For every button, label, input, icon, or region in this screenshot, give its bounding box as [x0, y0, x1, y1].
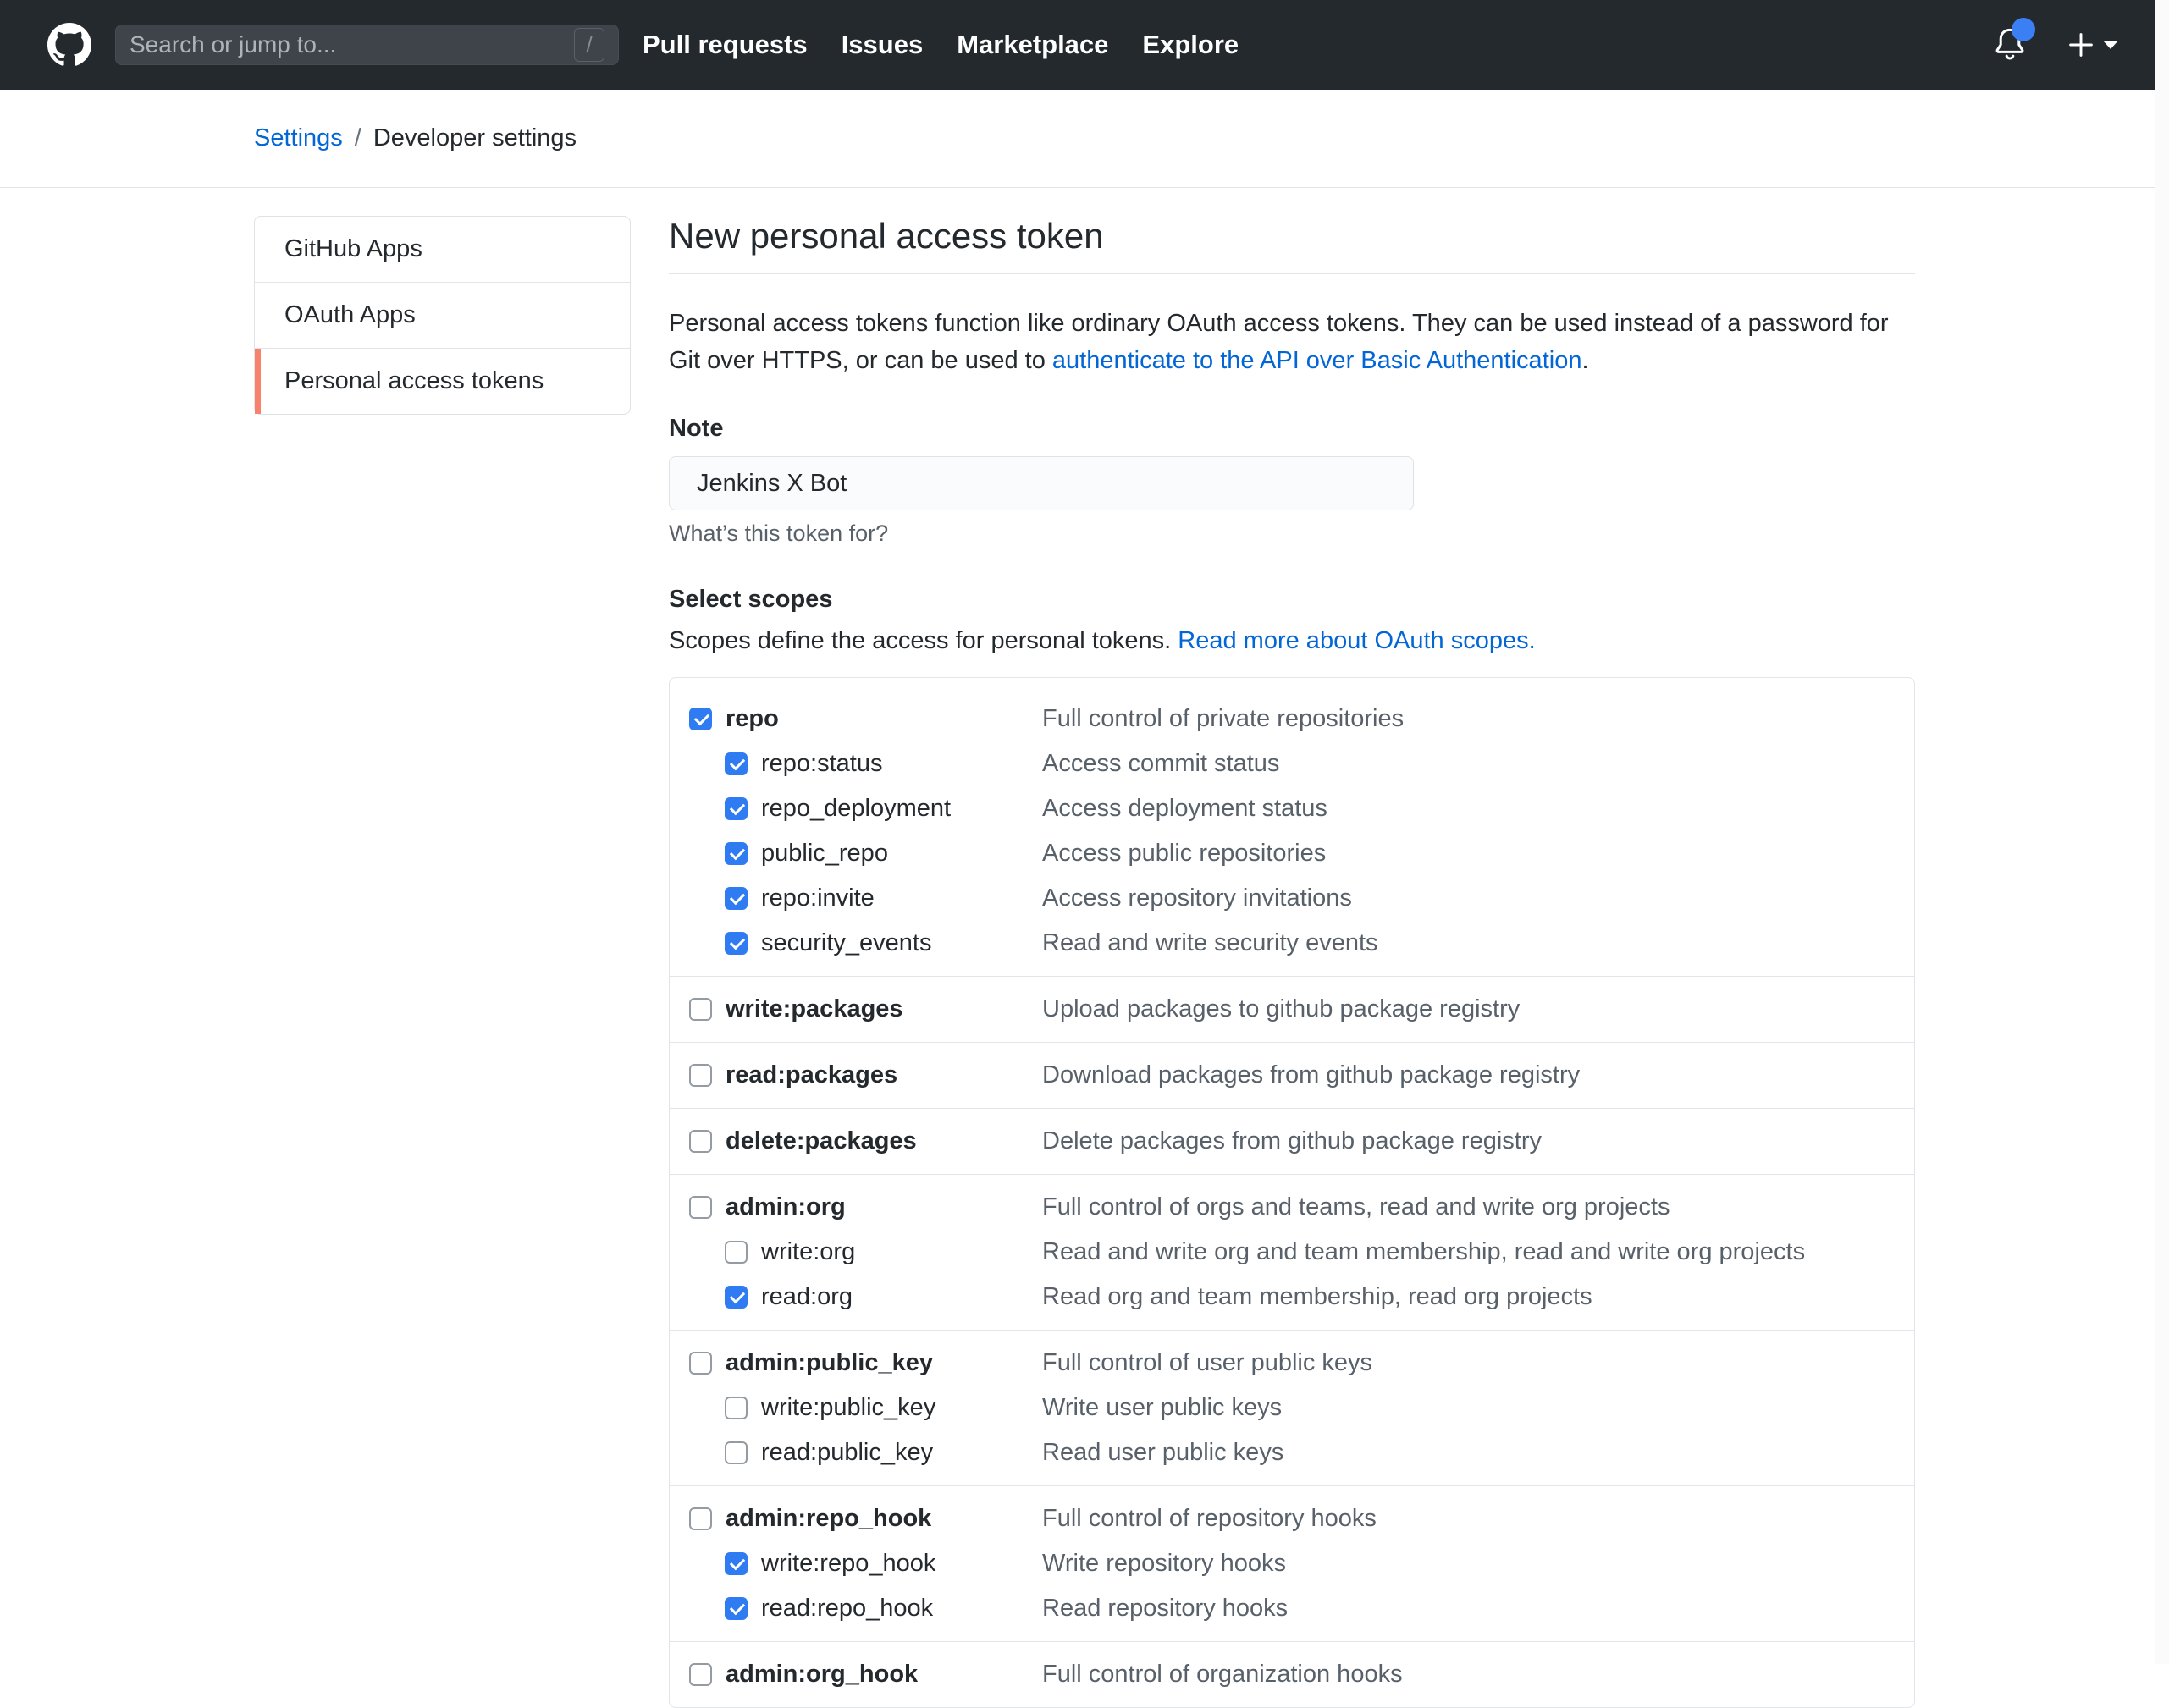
search-box	[115, 25, 619, 65]
scope-name: repo	[726, 705, 779, 732]
breadcrumb-separator: /	[354, 124, 362, 152]
scope-checkbox[interactable]	[725, 752, 748, 775]
caret-down-icon	[2103, 41, 2118, 49]
scope-name: read:public_key	[761, 1439, 934, 1466]
scope-row-delete-packages	[670, 1119, 1914, 1164]
scope-name: repo:status	[761, 750, 883, 777]
scope-name: write:org	[761, 1238, 856, 1265]
scope-row-write-packages	[670, 987, 1914, 1032]
scope-row-write-repo-hook	[670, 1541, 1914, 1586]
top-nav	[643, 30, 1239, 60]
settings-sidebar	[254, 216, 631, 415]
scopes-description-text: Scopes define the access for personal tokens.	[669, 627, 1178, 654]
scope-checkbox[interactable]	[689, 1130, 712, 1153]
notifications-button[interactable]	[1990, 25, 2030, 65]
scope-description: Read and write org and team membership, read and write org projects	[1042, 1238, 1806, 1265]
sidebar-item-github-apps[interactable]: GitHub Apps	[284, 235, 422, 262]
scope-description: Read org and team membership, read org projects	[1042, 1283, 1592, 1310]
scope-checkbox[interactable]	[689, 1663, 712, 1686]
intro-paragraph	[669, 305, 1915, 379]
scope-description: Delete packages from github package registry	[1042, 1127, 1542, 1154]
scope-checkbox[interactable]	[689, 1507, 712, 1530]
page-title: New personal access token	[669, 216, 1915, 274]
scope-checkbox[interactable]	[725, 887, 748, 910]
scope-description: Access deployment status	[1042, 795, 1327, 822]
breadcrumb-settings-link[interactable]: Settings	[254, 124, 343, 152]
create-new-dropdown[interactable]	[2066, 30, 2118, 60]
scope-row-repo-invite	[670, 876, 1914, 921]
scopes-table	[669, 677, 1915, 1708]
slash-key-hint: /	[574, 28, 604, 62]
breadcrumb	[0, 90, 2169, 188]
plus-icon	[2066, 30, 2096, 60]
nav-item-marketplace[interactable]: Marketplace	[957, 30, 1109, 59]
intro-text: Personal access tokens function like ordinary OAuth access tokens. They can be used instead of a password for Git over HTTPS, or can be used to	[669, 310, 1889, 374]
scope-name: admin:org_hook	[726, 1661, 919, 1688]
scope-name: admin:repo_hook	[726, 1505, 932, 1532]
scope-name: read:packages	[726, 1061, 898, 1088]
scope-row-security-events	[670, 921, 1914, 966]
header-right	[1990, 25, 2118, 65]
scope-checkbox[interactable]	[725, 797, 748, 820]
scope-name: read:repo_hook	[761, 1595, 934, 1622]
scope-row-read-packages	[670, 1053, 1914, 1098]
scope-group	[670, 1485, 1914, 1641]
scope-description: Access repository invitations	[1042, 884, 1352, 912]
scope-description: Access commit status	[1042, 750, 1280, 777]
github-logo-icon[interactable]	[47, 23, 91, 67]
scope-checkbox[interactable]	[725, 932, 748, 955]
basic-auth-link[interactable]: authenticate to the API over Basic Authentication	[1051, 347, 1582, 374]
scope-name: repo:invite	[761, 884, 875, 912]
nav-item-pull-requests[interactable]: Pull requests	[643, 30, 808, 59]
content	[0, 188, 2169, 1708]
nav-item-issues[interactable]: Issues	[841, 30, 924, 59]
scope-group	[670, 1330, 1914, 1485]
scope-checkbox[interactable]	[689, 1352, 712, 1375]
search-input[interactable]	[130, 31, 604, 58]
note-input[interactable]	[669, 456, 1414, 510]
scope-checkbox[interactable]	[689, 1196, 712, 1219]
select-scopes-label: Select scopes	[669, 586, 833, 613]
scope-row-repo-status	[670, 741, 1914, 786]
scope-description: Read repository hooks	[1042, 1595, 1289, 1622]
sidebar-item-oauth-apps[interactable]: OAuth Apps	[255, 282, 630, 348]
unread-notification-dot	[2012, 18, 2035, 41]
scope-name: public_repo	[761, 840, 888, 867]
scope-group	[670, 1108, 1914, 1174]
scope-name: delete:packages	[726, 1127, 917, 1154]
scope-description: Full control of orgs and teams, read and write org projects	[1042, 1193, 1670, 1220]
scope-description: Full control of private repositories	[1042, 705, 1405, 732]
scope-name: admin:org	[726, 1193, 846, 1220]
scope-checkbox[interactable]	[725, 842, 748, 865]
scope-checkbox[interactable]	[725, 1241, 748, 1264]
scope-group	[670, 1042, 1914, 1108]
scope-group	[670, 976, 1914, 1042]
scope-checkbox[interactable]	[725, 1441, 748, 1464]
scope-description: Read and write security events	[1042, 929, 1378, 956]
top-header	[0, 0, 2169, 90]
scope-description: Download packages from github package registry	[1042, 1061, 1581, 1088]
scope-group	[670, 678, 1914, 976]
note-help-text: What’s this token for?	[669, 521, 889, 546]
scope-name: read:org	[761, 1283, 853, 1310]
scope-row-admin-repo-hook	[670, 1496, 1914, 1541]
sidebar-item-personal-access-tokens[interactable]: Personal access tokens	[255, 348, 630, 414]
scope-description: Upload packages to github package registry	[1042, 995, 1521, 1022]
scope-checkbox[interactable]	[689, 998, 712, 1021]
scope-name: admin:public_key	[726, 1349, 933, 1376]
scope-name: write:repo_hook	[761, 1550, 936, 1577]
scope-description: Write user public keys	[1042, 1394, 1283, 1421]
scope-name: security_events	[761, 929, 932, 956]
note-label: Note	[669, 415, 724, 442]
scope-checkbox[interactable]	[725, 1597, 748, 1620]
scope-description: Full control of repository hooks	[1042, 1505, 1377, 1532]
scope-row-public-repo	[670, 831, 1914, 876]
breadcrumb-current: Developer settings	[373, 124, 577, 152]
scope-description: Write repository hooks	[1042, 1550, 1286, 1577]
scope-row-admin-public-key	[670, 1341, 1914, 1386]
scope-description: Full control of organization hooks	[1042, 1661, 1403, 1688]
intro-text-after: .	[1581, 347, 1589, 374]
scope-row-write-public-key	[670, 1386, 1914, 1430]
scope-name: write:packages	[726, 995, 903, 1022]
scope-checkbox[interactable]	[689, 708, 712, 730]
scope-row-repo-deployment	[670, 786, 1914, 831]
scope-row-admin-org	[670, 1185, 1914, 1230]
scope-checkbox[interactable]	[725, 1397, 748, 1419]
scope-row-read-public-key	[670, 1430, 1914, 1475]
scope-description: Full control of user public keys	[1042, 1349, 1373, 1376]
scope-name: write:public_key	[761, 1394, 936, 1421]
scope-description: Read user public keys	[1042, 1439, 1284, 1466]
scopes-description	[669, 627, 1915, 655]
scope-checkbox[interactable]	[725, 1552, 748, 1575]
scope-row-read-repo-hook	[670, 1586, 1914, 1631]
scope-checkbox[interactable]	[725, 1286, 748, 1309]
scope-group	[670, 1641, 1914, 1707]
scope-checkbox[interactable]	[689, 1064, 712, 1087]
nav-item-explore[interactable]: Explore	[1142, 30, 1239, 59]
main-panel	[669, 216, 1915, 1708]
scope-row-write-org	[670, 1230, 1914, 1275]
scope-row-read-org	[670, 1275, 1914, 1320]
scope-group	[670, 1174, 1914, 1330]
scope-description: Access public repositories	[1042, 840, 1327, 867]
scope-name: repo_deployment	[761, 795, 952, 822]
scrollbar[interactable]	[2155, 0, 2169, 1664]
scope-row-admin-org-hook	[670, 1652, 1914, 1697]
oauth-scopes-link[interactable]: Read more about OAuth scopes.	[1178, 627, 1536, 654]
scope-row-repo	[670, 697, 1914, 741]
